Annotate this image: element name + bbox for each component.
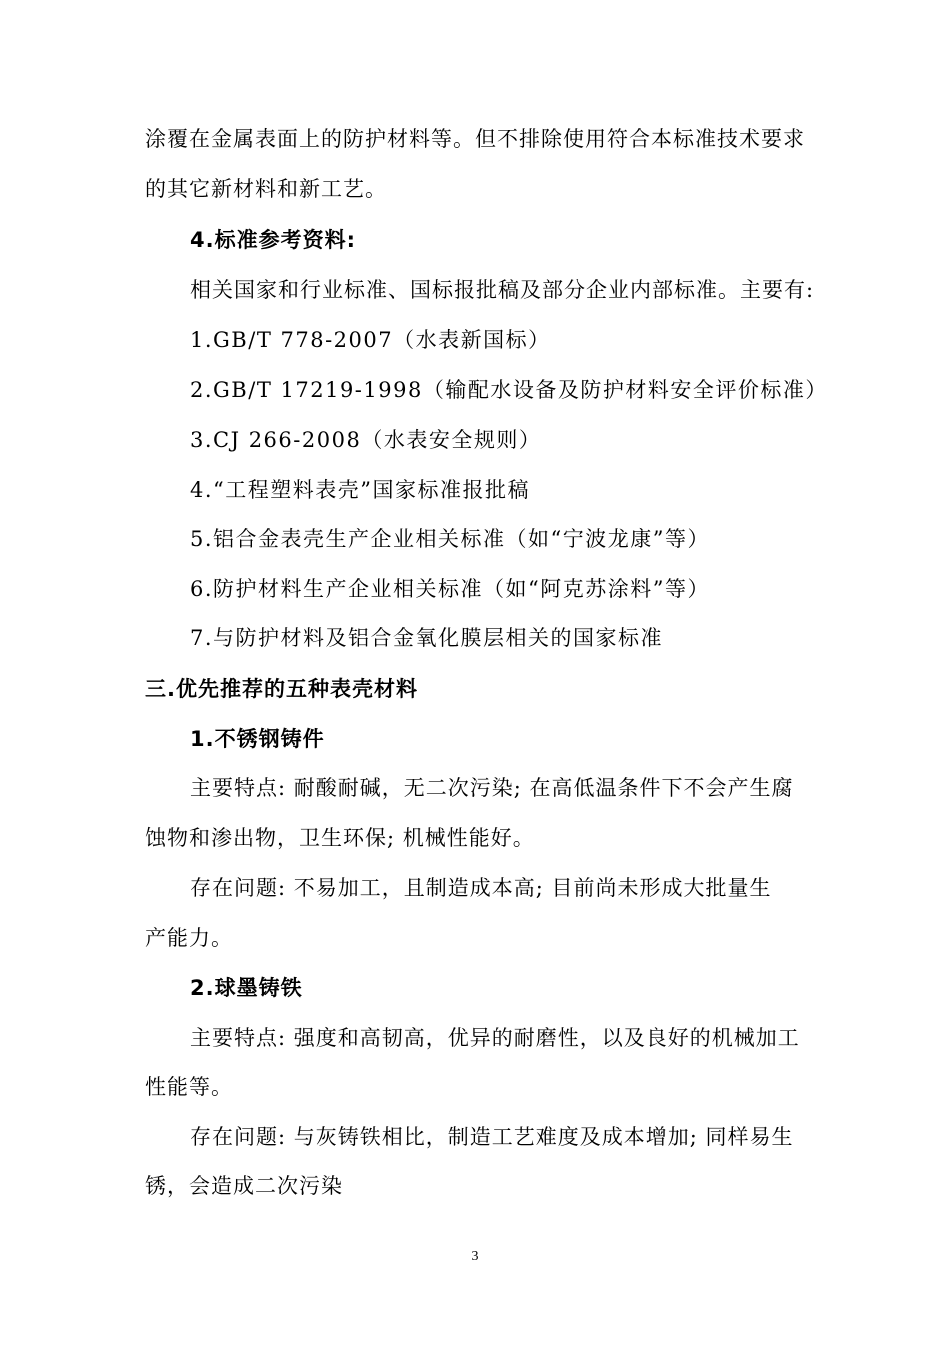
paragraph-line: 主要特点: 耐酸耐碱，无二次污染; 在高低温条件下不会产生腐 — [190, 776, 794, 800]
paragraph-line: 产能力。 — [145, 926, 233, 950]
section-heading: 三.优先推荐的五种表壳材料 — [145, 677, 418, 701]
reference-item: 6.防护材料生产企业相关标准（如“阿克苏涂料”等） — [190, 577, 711, 601]
paragraph-line: 蚀物和渗出物，卫生环保; 机械性能好。 — [145, 826, 535, 850]
reference-item: 2.GB/T 17219-1998（输配水设备及防护材料安全评价标准） — [190, 378, 828, 402]
paragraph-line: 锈，会造成二次污染 — [145, 1174, 343, 1198]
paragraph-line: 存在问题: 与灰铸铁相比，制造工艺难度及成本增加; 同样易生 — [190, 1125, 794, 1149]
paragraph-line: 主要特点: 强度和高韧高，优异的耐磨性，以及良好的机械加工 — [190, 1026, 800, 1050]
subsection-heading: 1.不锈钢铸件 — [190, 727, 325, 751]
reference-item: 7.与防护材料及铝合金氧化膜层相关的国家标准 — [190, 626, 664, 650]
paragraph-line: 的其它新材料和新工艺。 — [145, 177, 387, 201]
paragraph-line: 相关国家和行业标准、国标报批稿及部分企业内部标准。主要有: — [190, 278, 815, 302]
subsection-heading: 2.球墨铸铁 — [190, 976, 303, 1000]
reference-item: 4.“工程塑料表壳”国家标准报批稿 — [190, 478, 531, 502]
reference-item: 1.GB/T 778-2007（水表新国标） — [190, 328, 551, 352]
paragraph-line: 性能等。 — [145, 1075, 233, 1099]
page-number: 3 — [471, 1249, 479, 1264]
reference-item: 3.CJ 266-2008（水表安全规则） — [190, 428, 542, 452]
reference-item: 5.铝合金表壳生产企业相关标准（如“宁波龙康”等） — [190, 527, 711, 551]
paragraph-line: 存在问题: 不易加工，且制造成本高; 目前尚未形成大批量生 — [190, 876, 772, 900]
section-heading: 4.标准参考资料: — [190, 228, 356, 252]
paragraph-line: 涂覆在金属表面上的防护材料等。但不排除使用符合本标准技术要求 — [145, 127, 805, 151]
